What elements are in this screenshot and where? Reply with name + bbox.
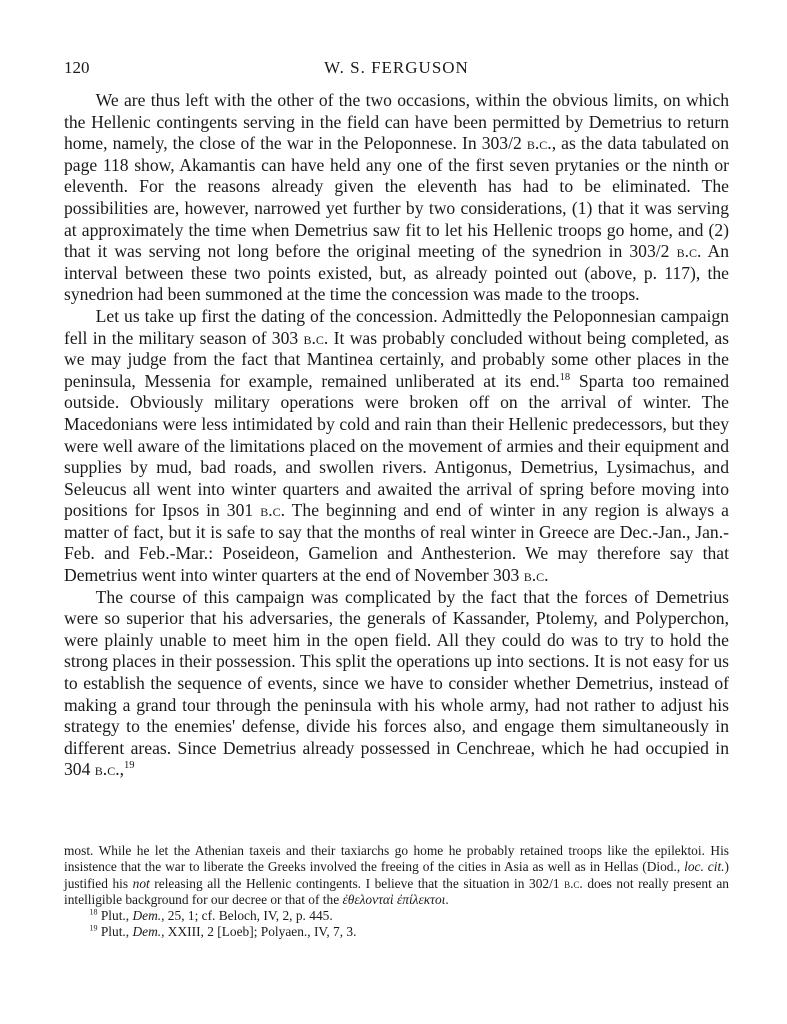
- text-run: .: [445, 891, 449, 907]
- small-caps-run: b.c.: [676, 241, 702, 262]
- text-run: The beginning and end of winter in any region is always a matter of fact, but it is safe to say that the months of real winter in Greece are Dec.-Jan., Jan.-Feb. and Feb.-Mar.: Poseideon, Gamelion and Anthesterion. We may therefore say that Demetrius went into winter quarters at the end of November 303: [64, 500, 729, 586]
- small-caps-run: b.c.: [564, 875, 583, 891]
- running-head: W. S. FERGUSON: [324, 58, 469, 77]
- text-run: An interval between these two points existed, but, as already pointed out (above, p. 117), the synedrion had been summoned at the time the concession was made to the troops.: [64, 241, 729, 305]
- footnote-ref: 19: [89, 924, 98, 934]
- italic-run: ἐθελονταὶ ἐπίλεκτοι: [342, 891, 446, 907]
- text-run: does not really present an intelligible background for our decree or that of the: [64, 875, 729, 907]
- footnotes: [64, 843, 729, 941]
- paragraph: [64, 587, 729, 781]
- text-run: , 25, 1; cf. Beloch, IV, 2, p. 445.: [161, 908, 333, 924]
- paragraph: [64, 306, 729, 587]
- italic-run: Dem.: [132, 908, 162, 924]
- small-caps-run: b.c.: [523, 565, 549, 586]
- text-run: , as the data tabulated on page 118 show, Akamantis can have held any one of the first seven prytanies or the ninth or eleventh. For the reasons already given the eleventh has had to be eliminated. The possibilities are, however, narrowed yet further by two considerations, (1) that it was serving at approximately the time when Demetrius saw fit to let his Hellenic troops go home, and (2) that it was serving not long before the original meeting of the synedrion in 303/2: [64, 133, 730, 262]
- text-run: Plut.,: [97, 908, 133, 924]
- italic-run: loc. cit.: [684, 859, 725, 875]
- text-run: releasing all the Hellenic contingents. I believe that the situation in 302/1: [149, 875, 565, 891]
- small-caps-run: b.c.: [526, 133, 552, 154]
- text-run: , XXIII, 2 [Loeb]; Polyaen., IV, 7, 3.: [161, 924, 357, 940]
- text-run: most. While he let the Athenian taxeis and their taxiarchs go home he probably retained troops like the epilektoi. His insistence that the war to liberate the Greeks involved the freeing of the cities in Asia as well as in Hellas (Diod.,: [64, 843, 729, 875]
- page-header: [64, 58, 729, 80]
- footnote-18: [64, 908, 729, 924]
- paragraph: [64, 90, 729, 306]
- text-run: Sparta too remained outside. Obviously military operations were broken off on the arrival of winter. The Macedonians were less intimidated by cold and rain than their Hellenic predecessors, but they were well aware of the limitations placed on the movement of armies and their equipment and supplies by mud, bad roads, and swollen rivers. Antigonus, Demetrius, Lysimachus, and Seleucus all went into winter quarters and awaited the arrival of spring before moving into positions for Ipsos in 301: [64, 370, 729, 521]
- small-caps-run: b.c.: [94, 759, 120, 780]
- small-caps-run: b.c.: [303, 327, 329, 348]
- italic-run: Dem.: [132, 924, 162, 940]
- text-run: Plut.,: [97, 924, 133, 940]
- text-run: We are thus left with the other of the two occasions, within the obvious limits, on which the Hellenic contingents serving in the field can have been permitted by Demetrius to return home, namely, the close of the war in the Peloponnese. In 303/2: [64, 90, 729, 154]
- text-run: ) justified his: [64, 859, 729, 891]
- footnote-ref: 18: [559, 371, 571, 383]
- small-caps-run: b.c.: [260, 500, 285, 521]
- footnote-continuation: [64, 843, 729, 908]
- text-run: ,: [119, 759, 125, 780]
- text-run: Let us take up first the dating of the concession. Admittedly the Peloponnesian campaign fell in the military season of 303: [64, 305, 729, 348]
- footnote-ref: 18: [89, 907, 98, 917]
- text-run: The course of this campaign was complicated by the fact that the forces of Demetrius were so superior that his adversaries, the generals of Kassander, Ptolemy, and Polyperchon, were plainly unable to meet him in the open field. All they could do was to try to hold the strong places in their possession. This split the operations up into sections. It is not easy for us to establish the sequence of events, since we have to consider whether Demetrius, instead of making a grand tour through the peninsula with his whole army, had not rather to adjust his strategy to the enemies' defense, divide his forces also, and engage them simultaneously in different areas. Since Demetrius already possessed in Cenchreae, which he had occupied in 304: [64, 586, 729, 780]
- footnote-19: [64, 924, 729, 940]
- page-number: 120: [64, 58, 90, 77]
- body-text: [64, 90, 729, 781]
- footnote-ref: 19: [124, 760, 135, 772]
- italic-run: not: [132, 875, 150, 891]
- text-run: It was probably concluded without being completed, as we may judge from the fact that Mantinea certainly, and probably some other places in the peninsula, Messenia for example, remained unliberated at its end.: [64, 327, 729, 391]
